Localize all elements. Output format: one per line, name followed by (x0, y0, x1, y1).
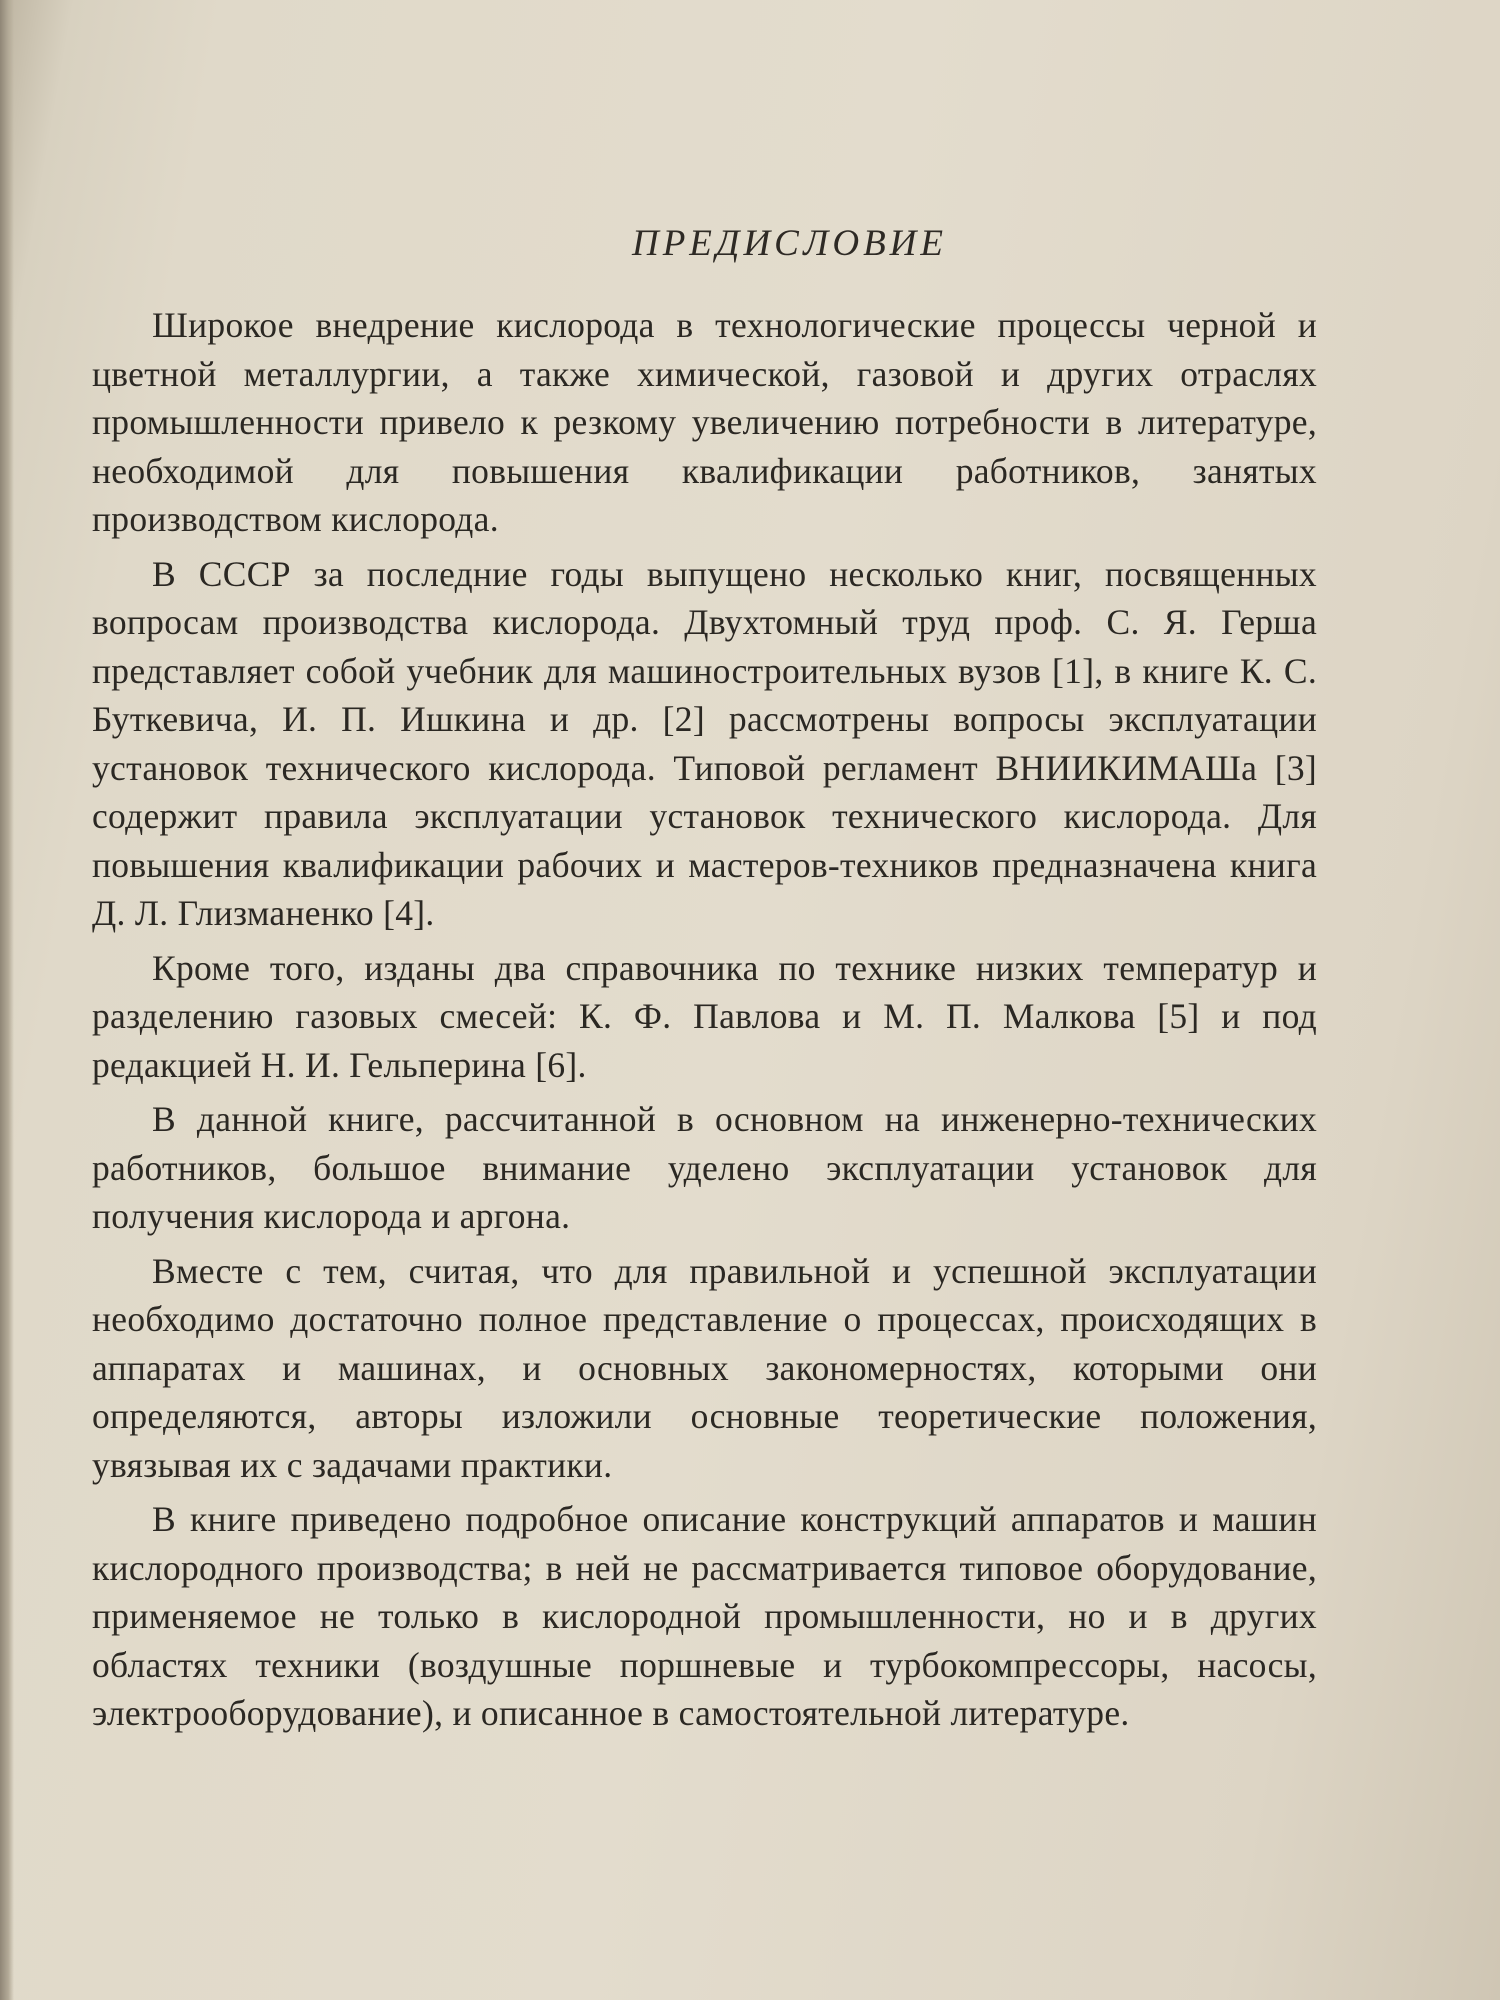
page-edge-shadow (0, 0, 14, 2000)
page-content (92, 222, 1317, 1744)
paragraph-2: В СССР за последние годы выпущено несколько книг, посвященных вопросам производства кислорода. Двухтомный труд проф. С. Я. Герша представляет собой учебник для машиностроительных вузов [1], в книге К. С. Буткевича, И. П. Ишкина и др. [2] рассмотрены вопросы эксплуатации установок технического кислорода. Типовой регламент ВНИИКИМАШа [3] содержит правила эксплуатации установок технического кислорода. Для повышения квалификации рабочих и мастеров-техников предназначена книга Д. Л. Глизманенко [4]. (92, 553, 1317, 933)
paragraph-1: Широкое внедрение кислорода в технологические процессы черной и цветной металлургии, а также химической, газовой и других отраслях промышленности привело к резкому увеличению потребности в литературе, необходимой для повышения квалификации работников, занятых производством кислорода. (92, 305, 1317, 539)
paragraph-3: Кроме того, изданы два справочника по технике низких температур и разделению газовых смесей: К. Ф. Павлова и М. П. Малкова [5] и под редакцией Н. И. Гельперина [6]. (92, 947, 1317, 1085)
paragraph-5: Вместе с тем, считая, что для правильной и успешной эксплуатации необходимо достаточно полное представление о процессах, происходящих в аппаратах и машинах, и основных закономерностях, которыми они определяются, авторы изложили основные теоретические положения, увязывая их с задачами практики. (92, 1250, 1317, 1485)
paragraph-6: В книге приведено подробное описание конструкций аппаратов и машин кислородного производства; в ней не рассматривается типовое оборудование, применяемое не только в кислородной промышленности, но и в других областях техники (воздушные поршневые и турбокомпрессоры, насосы, электрооборудование), и описанное в самостоятельной литературе. (92, 1499, 1317, 1733)
paragraph-4: В данной книге, рассчитанной в основном на инженерно-технических работников, большое внимание уделено эксплуатации установок для получения кислорода и аргона. (92, 1099, 1317, 1236)
page-title: ПРЕДИСЛОВИЕ (631, 223, 947, 264)
